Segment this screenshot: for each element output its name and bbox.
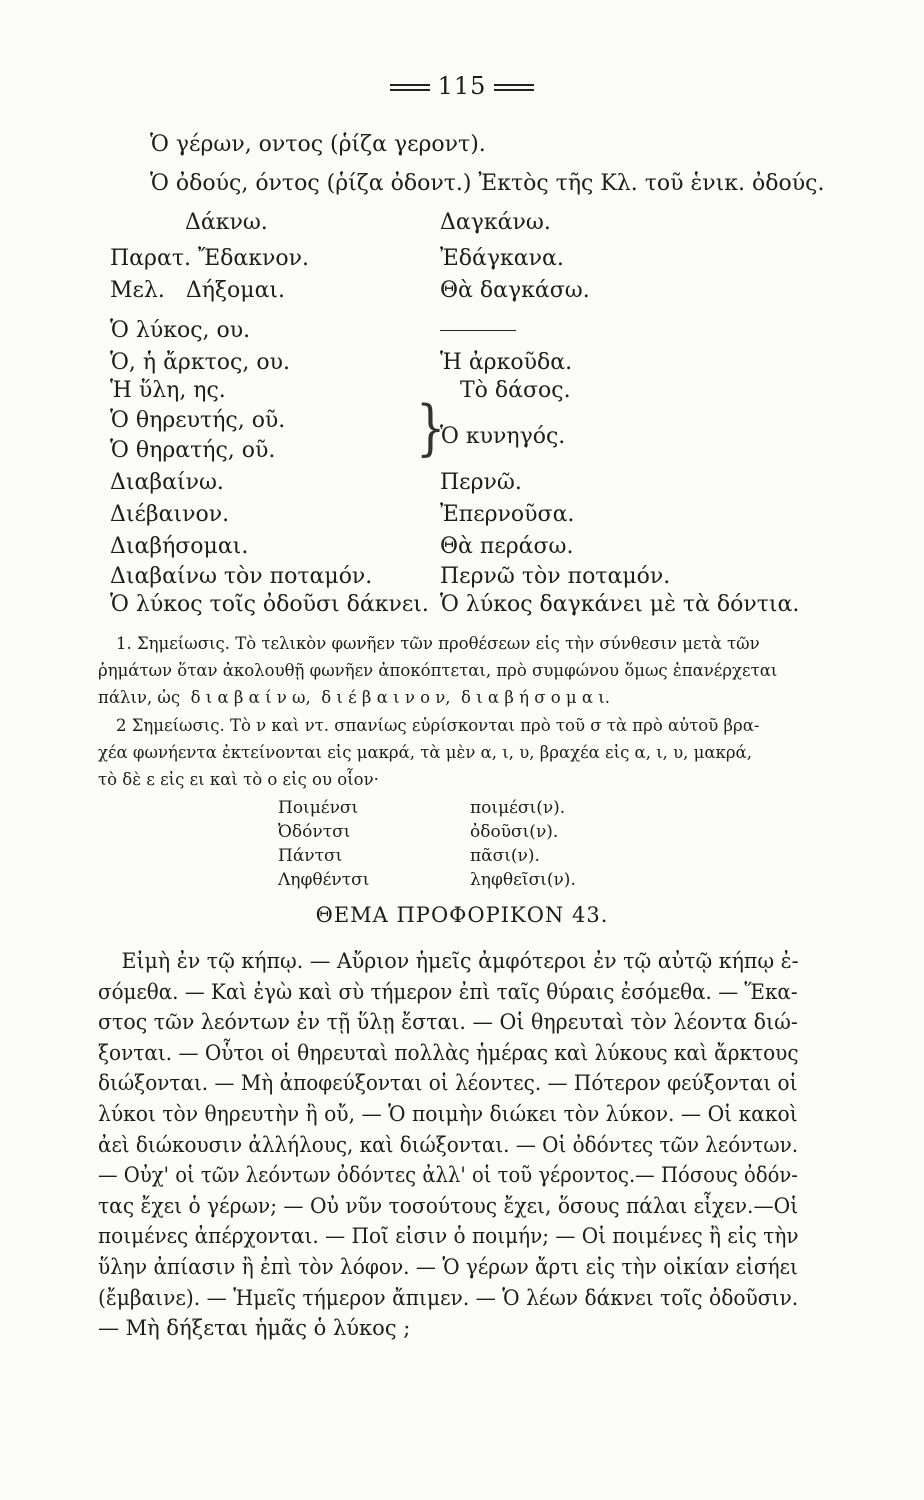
curly-brace: }: [416, 391, 446, 463]
exercise-paragraph: Εἰμὴ ἐν τῷ κήπῳ. — Αὔριον ἡμεῖς ἀμφότεροι ἐν τῷ αὐτῷ κήπῳ ἐ- σόμεθα. — Καὶ ἐγὼ καὶ σὺ τήμερον ἐπὶ ταῖς θύραις ἐσόμεθα. — Ἕκα- στος τῶν λεόντων ἐν τῇ ὕλῃ ἔσται. — Οἱ θηρευταὶ τὸν λέοντα διώ- ξονται. — Οὗτοι οἱ θηρευταὶ πολλὰς ἡμέρας καὶ λύκους καὶ ἄρκτους διώξονται. — Μὴ ἀποφεύξονται οἱ λέοντες. — Πότερον φεύξονται οἱ λύκοι τὸν θηρευτὴν ἢ οὔ, — Ὁ ποιμὴν διώκει τὸν λύκον. — Οἱ κακοὶ ἀεὶ διώκουσιν ἀλλήλους, καὶ διώξονται. — Οἱ ὀδόντες τῶν λεόντων. — Οὐχ' οἱ τῶν λεόντων ὀδόντες ἀλλ' οἱ τοῦ γέροντος.— Πόσους ὀδόν- τας ἔχει ὁ γέρων; — Οὐ νῦν τοσούτους ἔχει, ὅσους πάλαι εἶχεν.—Οἱ ποιμένες ἀπέρχονται. — Ποῖ εἰσιν ὁ ποιμήν; — Οἱ ποιμένες ἢ εἰς τὴν ὕλην ἀπίασιν ἢ ἐπὶ τὸν λόφον. — Ὁ γέρων ἄρτι εἰς τὴν οἰκίαν εἰσήει (ἔμβαινε). — Ἡμεῖς τήμερον ἄπιμεν. — Ὁ λέων δάκνει τοῖς ὀδοῦσιν. — Μὴ δήξεται ἡμᾶς ὁ λύκος ;: [98, 949, 799, 1341]
vocab-row: Διαβαίνω. Περνῶ.: [110, 470, 522, 495]
example-row: Ὀδόντσι ὀδοῦσι(ν).: [278, 822, 559, 842]
vocab-row: Διέβαινον. Ἐπερνοῦσα.: [110, 502, 575, 527]
vocab-row: Ἡ ὕλη, ης. Τὸ δάσος.: [110, 378, 571, 403]
vocab-row: Παρατ. Ἔδακνον. Ἐδάγκανα.: [110, 246, 564, 271]
vocab-row: Ὁ, ἡ ἄρκτος, ου. Ἡ ἀρκοῦδα.: [110, 350, 573, 375]
page-number: 115: [0, 72, 924, 100]
vocab-row: Διαβήσομαι. Θὰ περάσω.: [110, 534, 574, 559]
left-ornament: [390, 84, 430, 91]
right-ornament: [494, 84, 534, 91]
vocab-row: Δάκνω. Δαγκάνω.: [150, 210, 551, 235]
section-title: ΘΕΜΑ ΠΡΟΦΟΡΙΚΟΝ 43.: [315, 903, 609, 927]
vocab-row: Μελ. Δήξομαι. Θὰ δαγκάσω.: [110, 278, 590, 303]
example-row: Πάντσι πᾶσι(ν).: [278, 846, 540, 866]
examples-table: [278, 798, 678, 894]
vocab-row: Ὁ θηρευτής, οῦ.: [110, 408, 286, 433]
note-2: 2 Σημείωσις. Τὸ ν καὶ ντ. σπανίως εὑρίσκονται πρὸ τοῦ σ τὰ πρὸ αὐτοῦ βρα- χέα φωνήεντα ἐκτείνονται εἰς μακρά, τὰ μὲν α, ι, υ, βραχέα εἰς α, ι, υ, μακρά, τὸ δὲ ε εἰς ει καὶ τὸ ο εἰς ου οἷον·: [98, 716, 760, 789]
vocab-row: Ὁ ὀδούς, όντος (ῥίζα ὀδοντ.) Ἐκτὸς τῆς Κλ. τοῦ ἑνικ. ὀδούς.: [150, 171, 825, 196]
note-1: 1. Σημείωσις. Τὸ τελικὸν φωνῆεν τῶν προθέσεων εἰς τὴν σύνθεσιν μετὰ τῶν ῥημάτων ὅταν ἀκολουθῇ φωνῆεν ἀποκόπτεται, πρὸ συμφώνου ὅμως ἐπανέρχεται πάλιν, ὡς δ ι α β α ί ν ω, δ ι έ β α ι ν ο ν, δ ι α β ή σ ο μ α ι.: [98, 634, 778, 707]
example-row: Ληφθέντσι ληφθεῖσι(ν).: [278, 870, 576, 890]
vocab-row: Ὁ λύκος, ου.: [110, 318, 251, 343]
vocab-row: Διαβαίνω τὸν ποταμόν. Περνῶ τὸν ποταμόν.: [110, 564, 671, 589]
vocab-row: Ὁ γέρων, οντος (ῥίζα γεροντ).: [150, 132, 486, 157]
example-row: Ποιμένσι ποιμέσι(ν).: [278, 798, 566, 818]
vocab-row: Ὁ λύκος τοῖς ὀδοῦσι δάκνει. Ὁ λύκος δαγκάνει μὲ τὰ δόντια.: [110, 592, 800, 617]
vocab-row: Ὁ θηρατής, οῦ. Ὁ κυνηγός.: [110, 424, 566, 463]
